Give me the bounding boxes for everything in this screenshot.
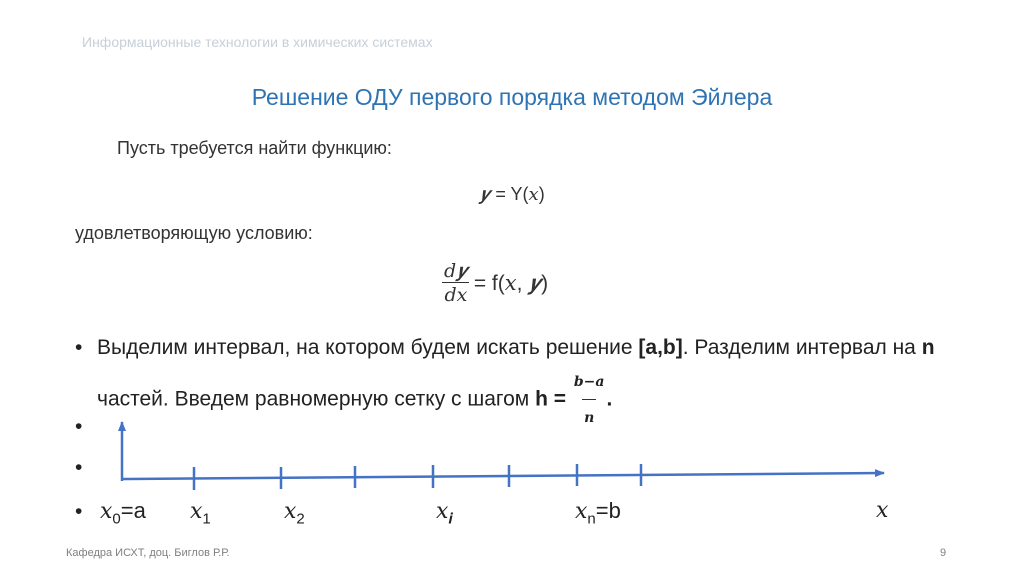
label-x0 (100, 498, 146, 527)
bullet-part-2: . Разделим интервал на (682, 336, 922, 359)
label-x0-suffix: =a (120, 498, 146, 523)
label-x1-sub: 1 (202, 510, 211, 528)
label-xn-var: 𝑥 (575, 499, 588, 524)
empty-bullet-1: • (75, 415, 83, 438)
deriv-rhs-post: ) (541, 271, 549, 295)
label-x2-sub: 2 (296, 510, 305, 528)
label-x0-sub: 0 (112, 510, 121, 528)
label-x2-var: 𝑥 (284, 499, 297, 524)
label-x-axis: 𝑥 (876, 498, 889, 523)
eq-rhs-post: ) (538, 184, 545, 204)
derivative-denominator: 𝑑𝑥 (444, 284, 468, 306)
slide-title: Решение ОДУ первого порядка методом Эйлера (251, 84, 773, 110)
interval-ab: [a,b] (638, 336, 683, 359)
bullet-end: . (606, 387, 613, 411)
bullet-part-3: частей. Введем равномерную сетку с шагом (97, 387, 536, 411)
derivative-numerator: 𝑑𝒚 (444, 260, 468, 282)
intro-text: Пусть требуется найти функцию: (117, 138, 392, 158)
label-xi-var: 𝑥 (436, 499, 449, 524)
deriv-y: 𝒚 (528, 270, 542, 295)
label-x0-var: 𝑥 (100, 499, 113, 524)
deriv-sep: , (516, 271, 529, 295)
label-x1 (190, 498, 211, 527)
label-xi (436, 498, 453, 527)
bullet-part-1: Выделим интервал, на котором будем искать решение (97, 336, 639, 359)
condition-text: удовлетворяющую условию: (75, 223, 313, 243)
label-xi-sub: 𝒊 (448, 509, 453, 528)
n-symbol: n (921, 336, 935, 359)
label-x2 (284, 498, 305, 527)
label-xn-sub: n (587, 510, 596, 528)
step-denominator: 𝒏 (582, 399, 596, 435)
label-x1-var: 𝑥 (190, 499, 203, 524)
h-symbol: h = (535, 387, 567, 411)
label-xn-suffix: =b (595, 498, 621, 523)
footer-text: Кафедра ИСХТ, доц. Биглов Р.Р. (66, 547, 230, 559)
slide-header: Информационные технологии в химических системах (82, 34, 433, 50)
deriv-rhs-pre: = f( (473, 271, 505, 295)
eq-rhs-pre: = Y( (490, 184, 529, 204)
page-number: 9 (940, 547, 947, 559)
label-xn (575, 498, 621, 527)
bullet-dot: • (75, 336, 83, 359)
eq-x-symbol: 𝑥 (528, 184, 539, 205)
x-axis-line (122, 473, 884, 479)
deriv-x: 𝑥 (504, 270, 517, 295)
eq-y-symbol: 𝒚 (479, 184, 491, 205)
labels-bullet: • (75, 500, 83, 523)
empty-bullet-2: • (75, 456, 83, 479)
step-numerator: 𝒃−𝒂 (573, 374, 605, 390)
